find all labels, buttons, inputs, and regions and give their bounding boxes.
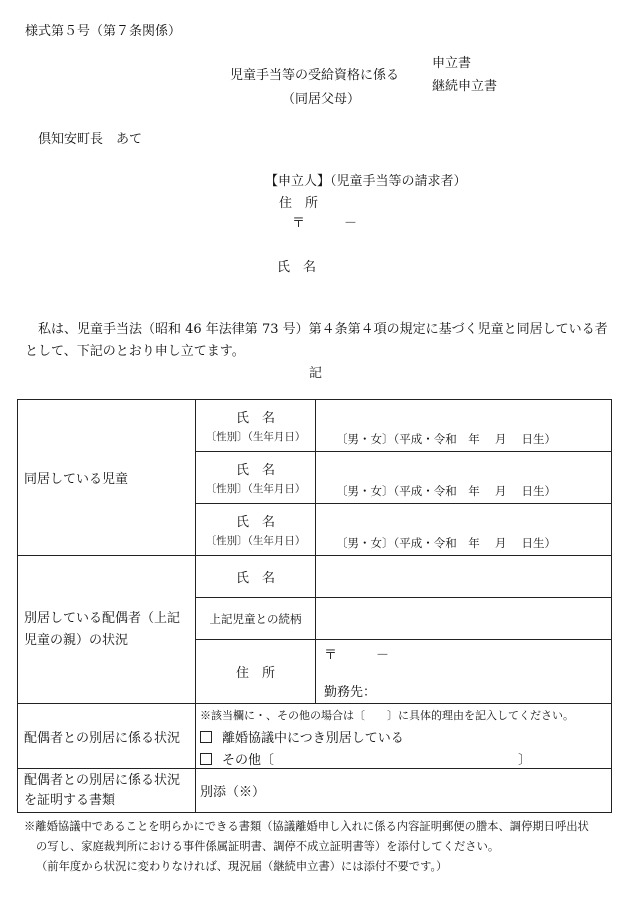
spouse-address-value-cell[interactable] [316,640,612,704]
child2-sub-label: 〔性別〕（生年月日） [205,483,306,495]
spouse-name-label-cell [196,556,316,598]
child3-value: 〔男・女〕（平成・令和 年 月 日生） [336,535,557,550]
applicant-heading: 【申立人】（児童手当等の請求者） [265,174,467,189]
child2-value-cell[interactable] [316,452,612,504]
spouse-address-label-cell [196,640,316,704]
proof-value-cell [196,769,612,813]
spouse-name-value-cell[interactable] [316,556,612,598]
child2-name-label: 氏 名 [235,463,275,478]
workplace-label: 勤務先： [324,685,377,700]
option-moushitate: 申立書 [432,56,472,71]
proof-label-line1: 配偶者との別居に係る状況 [24,772,181,788]
option1-label: 離婚協議中につき別居している [222,731,404,746]
footnote-line3: （前年度から状況に変わりなければ、現況届（継続申立書）には添付不要です。） [36,860,448,873]
form-table [17,399,612,813]
spouse-postal: 〒 － [324,648,390,663]
child1-name-label: 氏 名 [235,411,275,426]
situation-note: ※該当欄に・、その他の場合は〔 〕に具体的理由を記入してください。 [200,709,574,722]
addressee: 倶知安町長 あて [38,132,143,147]
proof-value: 別添（※） [200,785,266,800]
situation-label-cell [18,704,196,769]
relation-label: 上記児童との続柄 [209,611,302,626]
footnote-line2: の写し、家庭裁判所における事件係属証明書、調停不成立証明書等）を添付してください。 [36,840,500,853]
child3-sub-label: 〔性別〕（生年月日） [205,535,306,547]
relation-value-cell[interactable] [316,598,612,640]
option2-label: その他〔 [222,753,275,768]
relation-label-cell [196,598,316,640]
applicant-postal: 〒 － [292,216,358,231]
situation-label: 配偶者との別居に係る状況 [24,730,181,746]
spouse-label: 別居している配偶者（上記児童の親）の状況 [24,610,181,648]
child3-name-label: 氏 名 [235,515,275,530]
child1-label-cell [196,400,316,452]
proof-label-cell [18,769,196,813]
child1-value-cell[interactable] [316,400,612,452]
situation-option1[interactable] [200,723,611,746]
spouse-address-label: 住 所 [235,666,275,681]
title-line1: 児童手当等の受給資格に係る [230,68,400,83]
child1-sub-label: 〔性別〕（生年月日） [205,431,306,443]
applicant-name-label: 氏 名 [277,260,317,275]
spouse-name-label: 氏 名 [235,571,275,586]
applicant-address-label: 住 所 [279,196,319,211]
option1-checkbox[interactable] [200,731,212,743]
child2-label-cell [196,452,316,504]
option-keizoku: 継続申立書 [432,79,498,94]
proof-label-line2: を証明する書類 [24,792,116,808]
situation-value-cell [196,704,612,769]
spouse-label-cell [18,556,196,704]
children-label-cell [18,400,196,556]
title-line2: （同居父母） [282,92,361,107]
option2-bracket-end: 〕 [518,753,532,768]
option2-checkbox[interactable] [200,753,212,765]
child3-value-cell[interactable] [316,504,612,556]
form-number: 様式第５号（第７条関係） [25,24,182,39]
footnote-line1: ※離婚協議中であることを明らかにできる書類（協議離婚申し入れに係る内容証明郵便の謄本、調停期日呼出状 [24,820,589,833]
child3-label-cell [196,504,316,556]
children-label: 同居している児童 [24,472,129,487]
statement-line2: として、下記のとおり申し立てます。 [25,344,245,359]
child2-value: 〔男・女〕（平成・令和 年 月 日生） [336,483,557,498]
ki-mark: 記 [309,366,323,381]
statement-line1: 私は、児童手当法（昭和 46 年法律第 73 号）第４条第４項の規定に基づく児童と同居している者 [38,322,608,337]
situation-option2[interactable] [200,746,611,768]
child1-value: 〔男・女〕（平成・令和 年 月 日生） [336,431,557,446]
